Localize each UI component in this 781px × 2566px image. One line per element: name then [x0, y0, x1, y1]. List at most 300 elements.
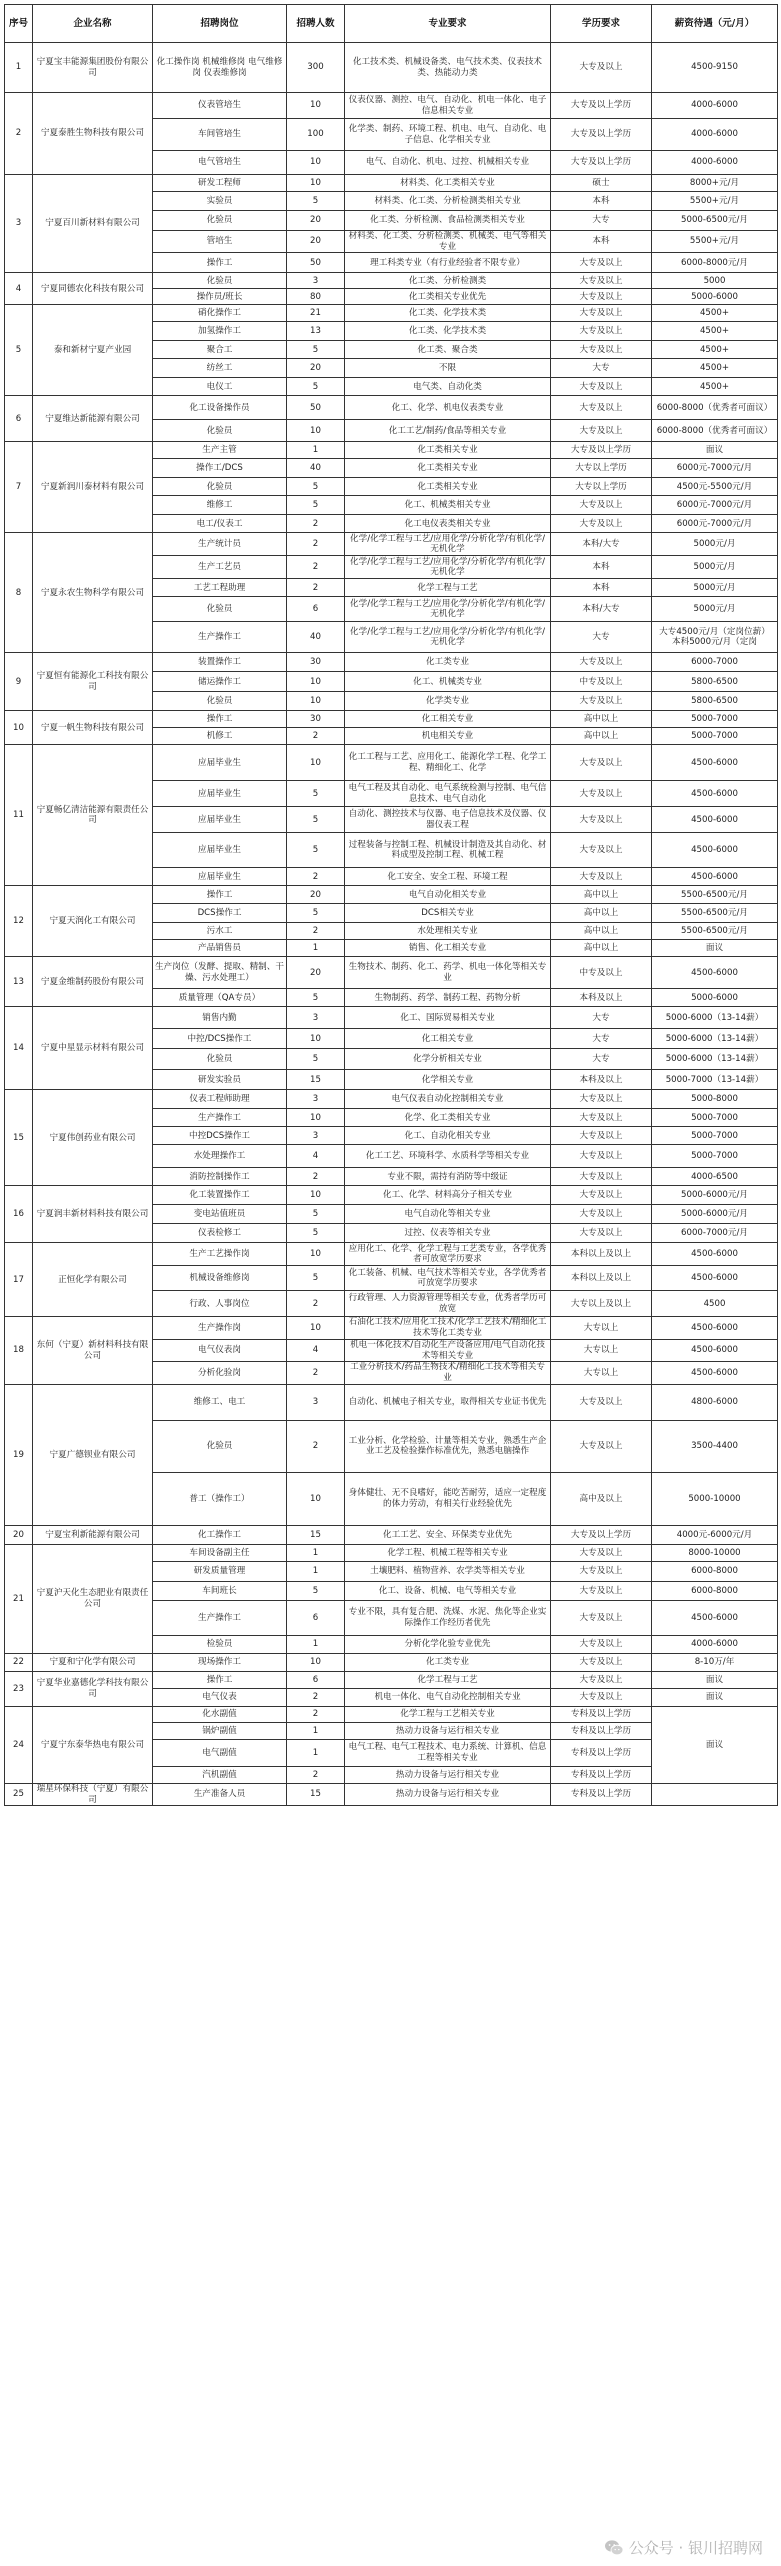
company-name-cell: 宁夏同德农化科技有限公司 [33, 273, 153, 305]
education-cell: 大专及以上 [551, 1561, 652, 1581]
major-cell: 自动化、机械电子相关专业，取得相关专业证书优先 [345, 1384, 551, 1420]
table-body [5, 43, 778, 1806]
position-cell: 工艺工程助理 [153, 579, 287, 597]
position-cell: 普工（操作工） [153, 1472, 287, 1525]
count-cell: 20 [287, 211, 345, 231]
major-cell: 专业不限，具有复合肥、洗煤、水泥、焦化等企业实际操作工作经历者优先 [345, 1600, 551, 1635]
major-cell: 自动化、测控技术与仪器、电子信息技术及仪器、仪器仪表工程 [345, 807, 551, 833]
position-cell: 应届毕业生 [153, 868, 287, 886]
salary-cell: 5000-6000（13-14薪） [652, 1007, 778, 1029]
count-cell: 2 [287, 1420, 345, 1472]
salary-cell: 面议 [652, 940, 778, 957]
count-cell: 2 [287, 579, 345, 597]
company-name-cell: 正恒化学有限公司 [33, 1243, 153, 1317]
major-cell: 化工相关专业 [345, 711, 551, 728]
major-cell: 行政管理、人力资源管理等相关专业，优秀者学历可放宽 [345, 1291, 551, 1317]
position-cell: 变电站值班员 [153, 1205, 287, 1224]
header-education: 学历要求 [551, 5, 652, 43]
salary-cell: 4500-6000 [652, 781, 778, 807]
table-row [5, 1007, 778, 1029]
count-cell: 6 [287, 1600, 345, 1635]
education-cell: 大专及以上学历 [551, 119, 652, 151]
row-number-cell: 25 [5, 1783, 33, 1805]
count-cell: 5 [287, 833, 345, 868]
position-cell: 操作工 [153, 1671, 287, 1688]
count-cell: 2 [287, 556, 345, 579]
company-name-cell: 宁夏百川新材料有限公司 [33, 175, 153, 273]
count-cell: 15 [287, 1525, 345, 1544]
major-cell: 化工、化学、材料高分子相关专业 [345, 1186, 551, 1205]
education-cell: 大专及以上 [551, 43, 652, 93]
education-cell: 大专以上学历 [551, 478, 652, 496]
salary-cell: 面议 [652, 1688, 778, 1706]
count-cell: 1 [287, 1635, 345, 1653]
row-number-cell: 2 [5, 93, 33, 175]
header-position: 招聘岗位 [153, 5, 287, 43]
table-row [5, 711, 778, 728]
education-cell: 大专 [551, 622, 652, 653]
row-number-cell: 18 [5, 1317, 33, 1384]
education-cell: 大专及以上 [551, 1581, 652, 1600]
company-name-cell: 宁夏泰胜生物科技有限公司 [33, 93, 153, 175]
education-cell: 高中以上 [551, 904, 652, 923]
count-cell: 1 [287, 1722, 345, 1739]
education-cell: 大专及以上 [551, 1635, 652, 1653]
position-cell: 化验员 [153, 1420, 287, 1472]
position-cell: 生产工艺操作岗 [153, 1243, 287, 1266]
position-cell: 电气副值 [153, 1739, 287, 1766]
salary-cell: 5800-6500 [652, 692, 778, 711]
company-name-cell: 宁夏和宁化学有限公司 [33, 1653, 153, 1671]
major-cell: 化工安全、安全工程、环境工程 [345, 868, 551, 886]
salary-cell: 面议 [652, 1671, 778, 1688]
count-cell: 10 [287, 1109, 345, 1127]
row-number-cell: 4 [5, 273, 33, 305]
count-cell: 10 [287, 151, 345, 175]
company-name-cell: 宁夏永农生物科学有限公司 [33, 533, 153, 653]
education-cell: 大专及以上 [551, 833, 652, 868]
major-cell: 化工技术类、机械设备类、电气技术类、仪表技术类、热能动力类 [345, 43, 551, 93]
table-row [5, 442, 778, 459]
row-number-cell: 11 [5, 745, 33, 886]
major-cell: 过程装备与控制工程、机械设计制造及其自动化、材料成型及控制工程、机械工程 [345, 833, 551, 868]
count-cell: 2 [287, 868, 345, 886]
salary-cell: 4500+ [652, 305, 778, 322]
major-cell: 化学相关专业 [345, 1070, 551, 1090]
education-cell: 大专及以上 [551, 1205, 652, 1224]
count-cell: 10 [287, 1317, 345, 1339]
position-cell: 中控/DCS操作工 [153, 1029, 287, 1049]
position-cell: 储运操作工 [153, 672, 287, 692]
company-name-cell: 宁夏新润川泰材料有限公司 [33, 442, 153, 533]
salary-cell: 6000-8000 [652, 1561, 778, 1581]
education-cell: 大专及以上 [551, 1653, 652, 1671]
count-cell: 2 [287, 923, 345, 940]
education-cell: 大专及以上 [551, 1544, 652, 1561]
major-cell: 过控、仪表等相关专业 [345, 1224, 551, 1243]
position-cell: 车间班长 [153, 1581, 287, 1600]
count-cell: 5 [287, 341, 345, 359]
position-cell: 产品销售员 [153, 940, 287, 957]
education-cell: 硕士 [551, 175, 652, 192]
count-cell: 5 [287, 1266, 345, 1291]
count-cell: 13 [287, 322, 345, 341]
count-cell: 50 [287, 253, 345, 273]
salary-cell: 6000-8000元/月 [652, 253, 778, 273]
education-cell: 高中以上 [551, 886, 652, 904]
education-cell: 本科以上及以上 [551, 1243, 652, 1266]
row-number-cell: 7 [5, 442, 33, 533]
education-cell: 本科 [551, 579, 652, 597]
salary-cell: 5000-7000 [652, 728, 778, 745]
company-name-cell: 宁夏宝丰能源集团股份有限公司 [33, 43, 153, 93]
major-cell: 电气、自动化、机电、过控、机械相关专业 [345, 151, 551, 175]
position-cell: DCS操作工 [153, 904, 287, 923]
count-cell: 10 [287, 420, 345, 442]
table-row [5, 1671, 778, 1688]
major-cell: 电气类、自动化类 [345, 378, 551, 396]
position-cell: 生产主管 [153, 442, 287, 459]
major-cell: 身体健壮、无不良嗜好，能吃苦耐劳，适应一定程度的体力劳动，有相关行业经验优先 [345, 1472, 551, 1525]
position-cell: 管培生 [153, 231, 287, 253]
table-row [5, 1544, 778, 1561]
education-cell: 大专 [551, 1049, 652, 1070]
position-cell: 现场操作工 [153, 1653, 287, 1671]
education-cell: 大专及以上 [551, 341, 652, 359]
education-cell: 本科以上及以上 [551, 1266, 652, 1291]
row-number-cell: 21 [5, 1544, 33, 1653]
education-cell: 中专及以上 [551, 672, 652, 692]
major-cell: 热动力设备与运行相关专业 [345, 1783, 551, 1805]
table-row [5, 1384, 778, 1420]
table-row [5, 396, 778, 420]
education-cell: 大专及以上 [551, 378, 652, 396]
major-cell: 工业分析技术/药品生物技术/精细化工技术等相关专业 [345, 1362, 551, 1384]
table-row [5, 533, 778, 556]
count-cell: 6 [287, 1671, 345, 1688]
position-cell: 机械设备维修岗 [153, 1266, 287, 1291]
position-cell: 车间管培生 [153, 119, 287, 151]
position-cell: 操作员/班长 [153, 289, 287, 305]
education-cell: 大专及以上 [551, 1384, 652, 1420]
major-cell: 化工、化学、机电仪表类专业 [345, 396, 551, 420]
company-name-cell: 宁夏宝利新能源有限公司 [33, 1525, 153, 1544]
row-number-cell: 10 [5, 711, 33, 745]
salary-cell: 5000-7000 [652, 1109, 778, 1127]
education-cell: 大专及以上 [551, 692, 652, 711]
education-cell: 大专及以上 [551, 745, 652, 781]
position-cell: 水处理操作工 [153, 1145, 287, 1168]
company-name-cell: 宁夏金维制药股份有限公司 [33, 957, 153, 1007]
salary-cell: 5000-6000元/月 [652, 1205, 778, 1224]
major-cell: 化工工程与工艺、应用化工、能源化学工程、化学工程、精细化工、化学 [345, 745, 551, 781]
company-name-cell: 宁夏畅亿清洁能源有限责任公司 [33, 745, 153, 886]
education-cell: 专科及以上学历 [551, 1766, 652, 1783]
major-cell: 材料类、化工类、分析检测类、机械类、电气等相关专业 [345, 231, 551, 253]
major-cell: 电气自动化相关专业 [345, 886, 551, 904]
major-cell: 化学工程与工艺 [345, 1671, 551, 1688]
row-number-cell: 16 [5, 1186, 33, 1243]
count-cell: 3 [287, 1007, 345, 1029]
education-cell: 大专及以上 [551, 1671, 652, 1688]
position-cell: 电气仪表岗 [153, 1339, 287, 1361]
education-cell: 中专及以上 [551, 957, 652, 989]
row-number-cell: 20 [5, 1525, 33, 1544]
salary-cell: 4500+ [652, 359, 778, 378]
education-cell: 大专及以上 [551, 1109, 652, 1127]
salary-cell: 5000-7000 [652, 1127, 778, 1145]
count-cell: 50 [287, 396, 345, 420]
watermark-text: 公众号 · 银川招聘网 [628, 2539, 763, 2557]
count-cell: 1 [287, 1739, 345, 1766]
salary-cell: 4500-6000 [652, 957, 778, 989]
education-cell: 大专及以上学历 [551, 1525, 652, 1544]
row-number-cell: 14 [5, 1007, 33, 1090]
count-cell: 3 [287, 1090, 345, 1109]
education-cell: 大专 [551, 359, 652, 378]
salary-cell: 6000元-7000元/月 [652, 459, 778, 478]
count-cell: 20 [287, 231, 345, 253]
company-name-cell: 瑞星环保科技（宁夏）有限公司 [33, 1783, 153, 1805]
education-cell: 大专及以上 [551, 515, 652, 533]
position-cell: 装置操作工 [153, 653, 287, 672]
count-cell: 10 [287, 175, 345, 192]
position-cell: 应届毕业生 [153, 833, 287, 868]
count-cell: 2 [287, 1168, 345, 1186]
header-no: 序号 [5, 5, 33, 43]
major-cell: 石油化工技术/应用化工技术/化学工艺技术/精细化工技术等化工类专业 [345, 1317, 551, 1339]
salary-cell: 4500 [652, 1291, 778, 1317]
row-number-cell: 1 [5, 43, 33, 93]
company-name-cell: 泰和新材宁夏产业园 [33, 305, 153, 396]
major-cell: 电气工程、电气工程技术、电力系统、计算机、信息工程等相关专业 [345, 1739, 551, 1766]
education-cell: 大专及以上 [551, 420, 652, 442]
count-cell: 3 [287, 273, 345, 289]
salary-cell: 4000-6000 [652, 119, 778, 151]
position-cell: 化水副值 [153, 1706, 287, 1722]
salary-cell: 5500-6500元/月 [652, 886, 778, 904]
education-cell: 大专及以上 [551, 289, 652, 305]
company-name-cell: 宁夏一帆生物科技有限公司 [33, 711, 153, 745]
count-cell: 30 [287, 711, 345, 728]
row-number-cell: 5 [5, 305, 33, 396]
salary-cell: 4500-6000 [652, 1317, 778, 1339]
table-row [5, 175, 778, 192]
count-cell: 5 [287, 1205, 345, 1224]
salary-cell: 4500-6000 [652, 1600, 778, 1635]
count-cell: 40 [287, 622, 345, 653]
company-name-cell: 宁夏沪天化生态肥业有限责任公司 [33, 1544, 153, 1653]
count-cell: 2 [287, 1362, 345, 1384]
major-cell: 化工类、化学技术类 [345, 305, 551, 322]
position-cell: 化验员 [153, 692, 287, 711]
education-cell: 大专及以上 [551, 1186, 652, 1205]
position-cell: 操作工 [153, 711, 287, 728]
count-cell: 10 [287, 672, 345, 692]
education-cell: 专科及以上学历 [551, 1783, 652, 1805]
count-cell: 5 [287, 1581, 345, 1600]
education-cell: 大专及以上 [551, 1688, 652, 1706]
position-cell: 生产操作岗 [153, 1317, 287, 1339]
company-name-cell: 宁夏天润化工有限公司 [33, 886, 153, 957]
count-cell: 10 [287, 1653, 345, 1671]
major-cell: 化学分析相关专业 [345, 1049, 551, 1070]
major-cell: 化工类、分析检测、食品检测类相关专业 [345, 211, 551, 231]
count-cell: 10 [287, 1472, 345, 1525]
position-cell: 化验员 [153, 597, 287, 622]
education-cell: 专科及以上学历 [551, 1722, 652, 1739]
company-name-cell: 宁夏恒有能源化工科技有限公司 [33, 653, 153, 711]
company-name-cell: 宁夏广德钡业有限公司 [33, 1384, 153, 1525]
position-cell: 研发工程师 [153, 175, 287, 192]
count-cell: 5 [287, 989, 345, 1007]
salary-cell: 5800-6500 [652, 672, 778, 692]
salary-cell: 4000-6000 [652, 151, 778, 175]
table-row [5, 1186, 778, 1205]
education-cell: 高中以上 [551, 728, 652, 745]
education-cell: 本科/大专 [551, 533, 652, 556]
table-row [5, 93, 778, 119]
salary-cell: 5500+元/月 [652, 192, 778, 211]
salary-cell: 4000元-6000元/月 [652, 1525, 778, 1544]
position-cell: 实验员 [153, 192, 287, 211]
salary-cell: 4500-6000 [652, 807, 778, 833]
row-number-cell: 17 [5, 1243, 33, 1317]
count-cell: 2 [287, 515, 345, 533]
major-cell: 化学/化学工程与工艺/应用化学/分析化学/有机化学/无机化学 [345, 556, 551, 579]
company-name-cell: 东何（宁夏）新材料科技有限公司 [33, 1317, 153, 1384]
salary-cell: 5000-10000 [652, 1472, 778, 1525]
position-cell: 生产工艺员 [153, 556, 287, 579]
salary-cell: 6000元-7000元/月 [652, 496, 778, 515]
salary-cell: 5000-6000（13-14薪） [652, 1029, 778, 1049]
major-cell: 化学工程与工艺 [345, 579, 551, 597]
row-number-cell: 15 [5, 1090, 33, 1186]
salary-cell: 5000元/月 [652, 597, 778, 622]
salary-cell: 5000元/月 [652, 579, 778, 597]
salary-cell: 5000-6000（13-14薪） [652, 1049, 778, 1070]
salary-cell: 5000-7000（13-14薪） [652, 1070, 778, 1090]
major-cell: 分析化学化验专业优先 [345, 1635, 551, 1653]
education-cell: 专科及以上学历 [551, 1706, 652, 1722]
table-row [5, 653, 778, 672]
education-cell: 大专及以上 [551, 868, 652, 886]
position-cell: 生产操作工 [153, 1109, 287, 1127]
education-cell: 高中及以上 [551, 1472, 652, 1525]
education-cell: 大专及以上 [551, 305, 652, 322]
education-cell: 大专及以上 [551, 496, 652, 515]
major-cell: 化工、机械类相关专业 [345, 496, 551, 515]
position-cell: 应届毕业生 [153, 781, 287, 807]
salary-cell: 4500-6000 [652, 1266, 778, 1291]
position-cell: 机修工 [153, 728, 287, 745]
major-cell: 化工、自动化相关专业 [345, 1127, 551, 1145]
salary-cell: 4000-6000 [652, 93, 778, 119]
major-cell: 化工工艺/制药/食品等相关专业 [345, 420, 551, 442]
education-cell: 本科/大专 [551, 597, 652, 622]
count-cell: 30 [287, 653, 345, 672]
row-number-cell: 8 [5, 533, 33, 653]
major-cell: 机电一体化、电气自动化控制相关专业 [345, 1688, 551, 1706]
row-number-cell: 24 [5, 1706, 33, 1783]
row-number-cell: 12 [5, 886, 33, 957]
salary-cell: 5000-6000 [652, 989, 778, 1007]
count-cell: 5 [287, 378, 345, 396]
count-cell: 40 [287, 459, 345, 478]
major-cell: 生物技术、制药、化工、药学、机电一体化等相关专业 [345, 957, 551, 989]
major-cell: 应用化工、化学、化学工程与工艺类专业，各学优秀者可放宽学历要求 [345, 1243, 551, 1266]
position-cell: 化工装置操作工 [153, 1186, 287, 1205]
major-cell: 化学工程与工艺相关专业 [345, 1706, 551, 1722]
major-cell: 机电相关专业 [345, 728, 551, 745]
major-cell: 材料类、化工类、分析检测类相关专业 [345, 192, 551, 211]
position-cell: 操作工/DCS [153, 459, 287, 478]
education-cell: 大专及以上 [551, 273, 652, 289]
count-cell: 5 [287, 478, 345, 496]
major-cell: 热动力设备与运行相关专业 [345, 1766, 551, 1783]
salary-cell: 4500+ [652, 322, 778, 341]
salary-cell: 5000元/月 [652, 533, 778, 556]
count-cell: 3 [287, 1127, 345, 1145]
count-cell: 4 [287, 1145, 345, 1168]
major-cell: 化工装备、机械、电气技术等相关专业，各学优秀者可放宽学历要求 [345, 1266, 551, 1291]
count-cell: 15 [287, 1070, 345, 1090]
position-cell: 聚合工 [153, 341, 287, 359]
count-cell: 2 [287, 1766, 345, 1783]
salary-cell: 5000-6000 [652, 289, 778, 305]
count-cell: 10 [287, 1243, 345, 1266]
count-cell: 5 [287, 496, 345, 515]
table-row [5, 43, 778, 93]
count-cell: 2 [287, 1291, 345, 1317]
education-cell: 本科 [551, 556, 652, 579]
salary-cell: 5000-6000元/月 [652, 1186, 778, 1205]
major-cell: 仪表仪器、测控、电气、自动化、机电一体化、电子信息相关专业 [345, 93, 551, 119]
major-cell: 电气工程及其自动化、电气系统检测与控制、电气信息技术、电气自动化 [345, 781, 551, 807]
count-cell: 1 [287, 940, 345, 957]
education-cell: 大专及以上 [551, 653, 652, 672]
salary-cell: 5500-6500元/月 [652, 923, 778, 940]
position-cell: 加氢操作工 [153, 322, 287, 341]
education-cell: 大专 [551, 1029, 652, 1049]
major-cell: 化工电仪表类相关专业 [345, 515, 551, 533]
position-cell: 中控DCS操作工 [153, 1127, 287, 1145]
major-cell: 化学、化工类相关专业 [345, 1109, 551, 1127]
position-cell: 研发质量管理 [153, 1561, 287, 1581]
education-cell: 大专及以上学历 [551, 442, 652, 459]
salary-cell [652, 1783, 778, 1805]
table-row [5, 1525, 778, 1544]
salary-cell: 4500元-5500元/月 [652, 478, 778, 496]
major-cell: 化工类、化学技术类 [345, 322, 551, 341]
salary-cell: 4500-6000 [652, 833, 778, 868]
major-cell: 化工类专业 [345, 1653, 551, 1671]
position-cell: 锅炉副值 [153, 1722, 287, 1739]
major-cell: 化工工艺、安全、环保类专业优先 [345, 1525, 551, 1544]
position-cell: 生产岗位（发酵、提取、精制、干燥、污水处理工） [153, 957, 287, 989]
education-cell: 专科及以上学历 [551, 1739, 652, 1766]
row-number-cell: 22 [5, 1653, 33, 1671]
salary-cell: 8000-10000 [652, 1544, 778, 1561]
major-cell: 化工类相关专业 [345, 478, 551, 496]
education-cell: 大专以上 [551, 1317, 652, 1339]
position-cell: 电工/仪表工 [153, 515, 287, 533]
education-cell: 本科 [551, 192, 652, 211]
position-cell: 仪表管培生 [153, 93, 287, 119]
salary-cell: 4500-6000 [652, 1339, 778, 1361]
count-cell: 4 [287, 1339, 345, 1361]
major-cell: 不限 [345, 359, 551, 378]
